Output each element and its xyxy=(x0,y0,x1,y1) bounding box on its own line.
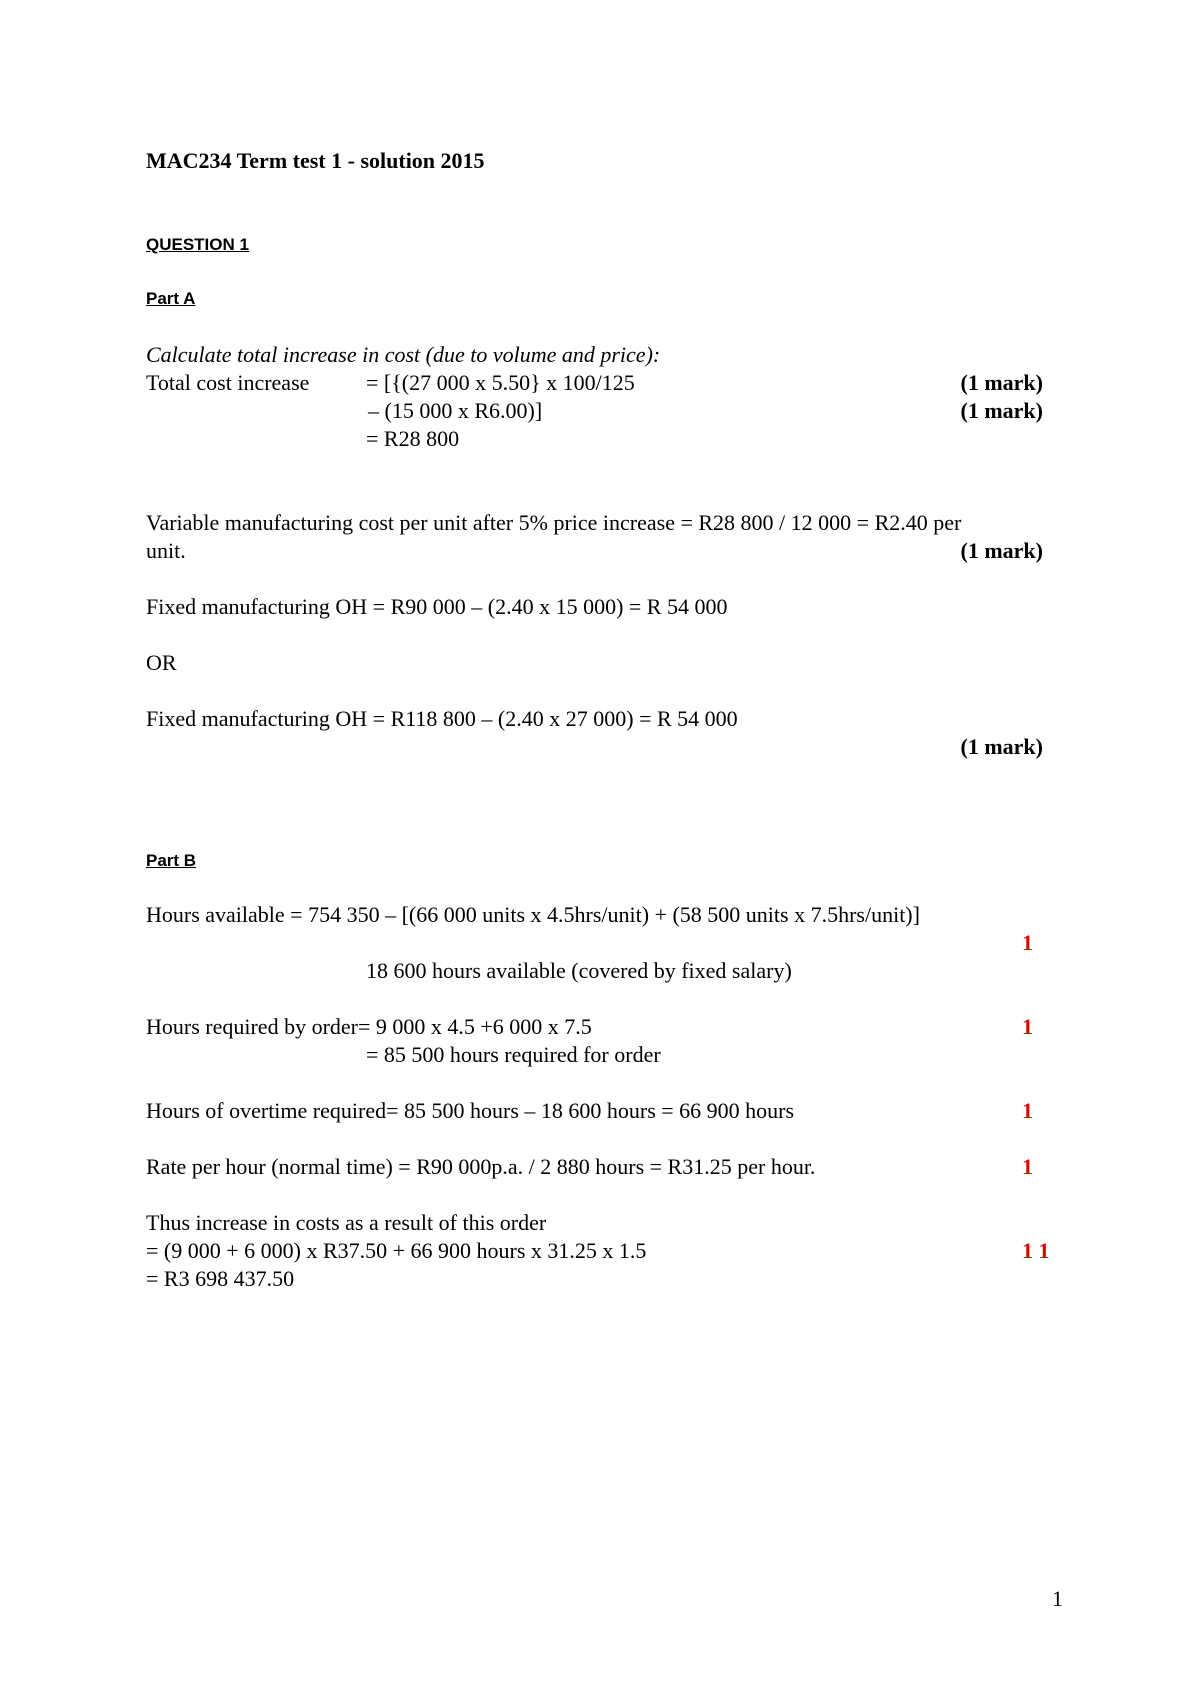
page-number: 1 xyxy=(1052,1586,1063,1611)
or-separator: OR xyxy=(146,650,177,675)
total-cost-label: Total cost increase xyxy=(146,370,310,395)
hours-available-line: Hours available = 754 350 – [(66 000 units x 4.5hrs/unit) + (58 500 units x 7.5hrs/unit)] xyxy=(146,902,920,927)
mark-value: 1 xyxy=(1022,1154,1033,1179)
fixed-oh-line-1: Fixed manufacturing OH = R90 000 – (2.40 x 15 000) = R 54 000 xyxy=(146,594,728,619)
calc-line-3: = R28 800 xyxy=(366,426,460,451)
increase-intro: Thus increase in costs as a result of this order xyxy=(146,1210,547,1235)
part-b-heading: Part B xyxy=(146,851,197,870)
hours-available-result: 18 600 hours available (covered by fixed salary) xyxy=(366,958,792,983)
mark-label: (1 mark) xyxy=(960,398,1043,423)
fixed-oh-line-2: Fixed manufacturing OH = R118 800 – (2.40 x 27 000) = R 54 000 xyxy=(146,706,738,731)
rate-line: Rate per hour (normal time) = R90 000p.a. / 2 880 hours = R31.25 per hour. xyxy=(146,1154,816,1179)
overtime-line: Hours of overtime required= 85 500 hours – 18 600 hours = 66 900 hours xyxy=(146,1098,795,1123)
variable-cost-line-2: unit. xyxy=(146,538,186,563)
part-a-intro: Calculate total increase in cost (due to volume and price): xyxy=(146,342,661,367)
mark-label: (1 mark) xyxy=(960,538,1043,563)
calc-line-1: = [{(27 000 x 5.50} x 100/125 xyxy=(366,370,635,395)
hours-required-result: = 85 500 hours required for order xyxy=(366,1042,661,1067)
mark-value: 1 xyxy=(1022,1098,1033,1123)
hours-required-line: Hours required by order= 9 000 x 4.5 +6 000 x 7.5 xyxy=(146,1014,592,1039)
mark-value: 1 1 xyxy=(1022,1238,1050,1263)
mark-value: 1 xyxy=(1022,1014,1033,1039)
calc-line-2: – (15 000 x R6.00)] xyxy=(368,398,543,423)
increase-result: = R3 698 437.50 xyxy=(146,1266,295,1291)
document-title: MAC234 Term test 1 - solution 2015 xyxy=(146,148,485,173)
part-a-heading: Part A xyxy=(146,289,196,308)
mark-label: (1 mark) xyxy=(960,734,1043,759)
mark-value: 1 xyxy=(1022,930,1033,955)
increase-calc: = (9 000 + 6 000) x R37.50 + 66 900 hours x 31.25 x 1.5 xyxy=(146,1238,647,1263)
variable-cost-line-1: Variable manufacturing cost per unit after 5% price increase = R28 800 / 12 000 = R2.40 per xyxy=(146,510,962,535)
mark-label: (1 mark) xyxy=(960,370,1043,395)
question-heading: QUESTION 1 xyxy=(146,235,249,254)
